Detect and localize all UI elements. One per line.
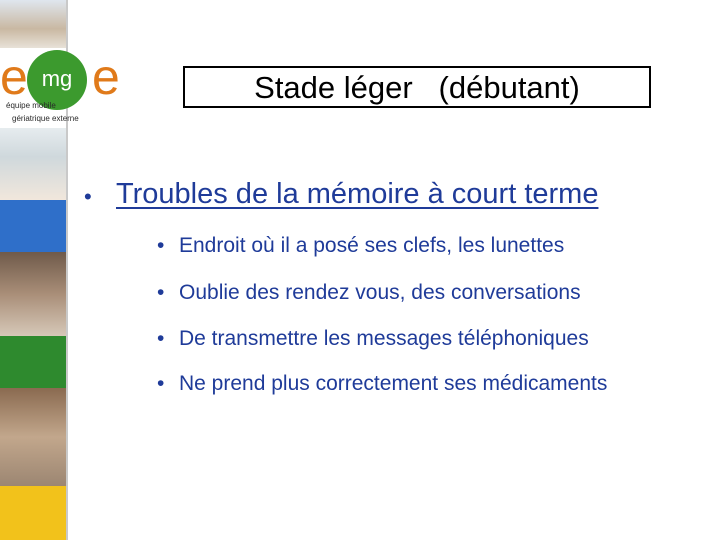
sub-bullet-dot: • [157, 372, 165, 395]
doctors-photo [0, 128, 66, 200]
main-bullet-text: Troubles de la mémoire à court terme [116, 178, 599, 210]
logo-letter-left: e [0, 49, 28, 105]
sub-bullet-text: Endroit où il a posé ses clefs, les lunettes [179, 234, 565, 257]
sub-bullet-item [157, 327, 589, 351]
care-photo [0, 388, 66, 486]
sub-bullet-text: Ne prend plus correctement ses médicaments [179, 372, 608, 395]
logo-tagline-1: équipe mobile [6, 101, 56, 110]
slide-title: Stade léger (débutant) [254, 70, 580, 105]
sub-bullet-dot: • [157, 327, 165, 350]
elderly-people-photo [0, 252, 66, 336]
emge-logo [0, 48, 125, 128]
sub-bullet-text: Oublie des rendez vous, des conversations [179, 281, 581, 304]
sub-bullet-item [157, 234, 564, 258]
sub-bullet-dot: • [157, 234, 165, 257]
yellow-band [0, 486, 66, 540]
logo-letter-right: e [92, 49, 120, 105]
main-bullet-dot: • [84, 184, 92, 209]
green-band [0, 336, 66, 388]
sub-bullet-item [157, 372, 607, 396]
sub-bullet-item [157, 281, 581, 305]
logo-center-text: mg [41, 66, 73, 91]
handshake-photo [0, 0, 66, 48]
sub-bullet-text: De transmettre les messages téléphoniques [179, 327, 589, 350]
sub-bullet-dot: • [157, 281, 165, 304]
blue-band [0, 200, 66, 252]
logo-tagline-2: gériatrique externe [12, 114, 79, 123]
slide-title-box [183, 66, 651, 108]
